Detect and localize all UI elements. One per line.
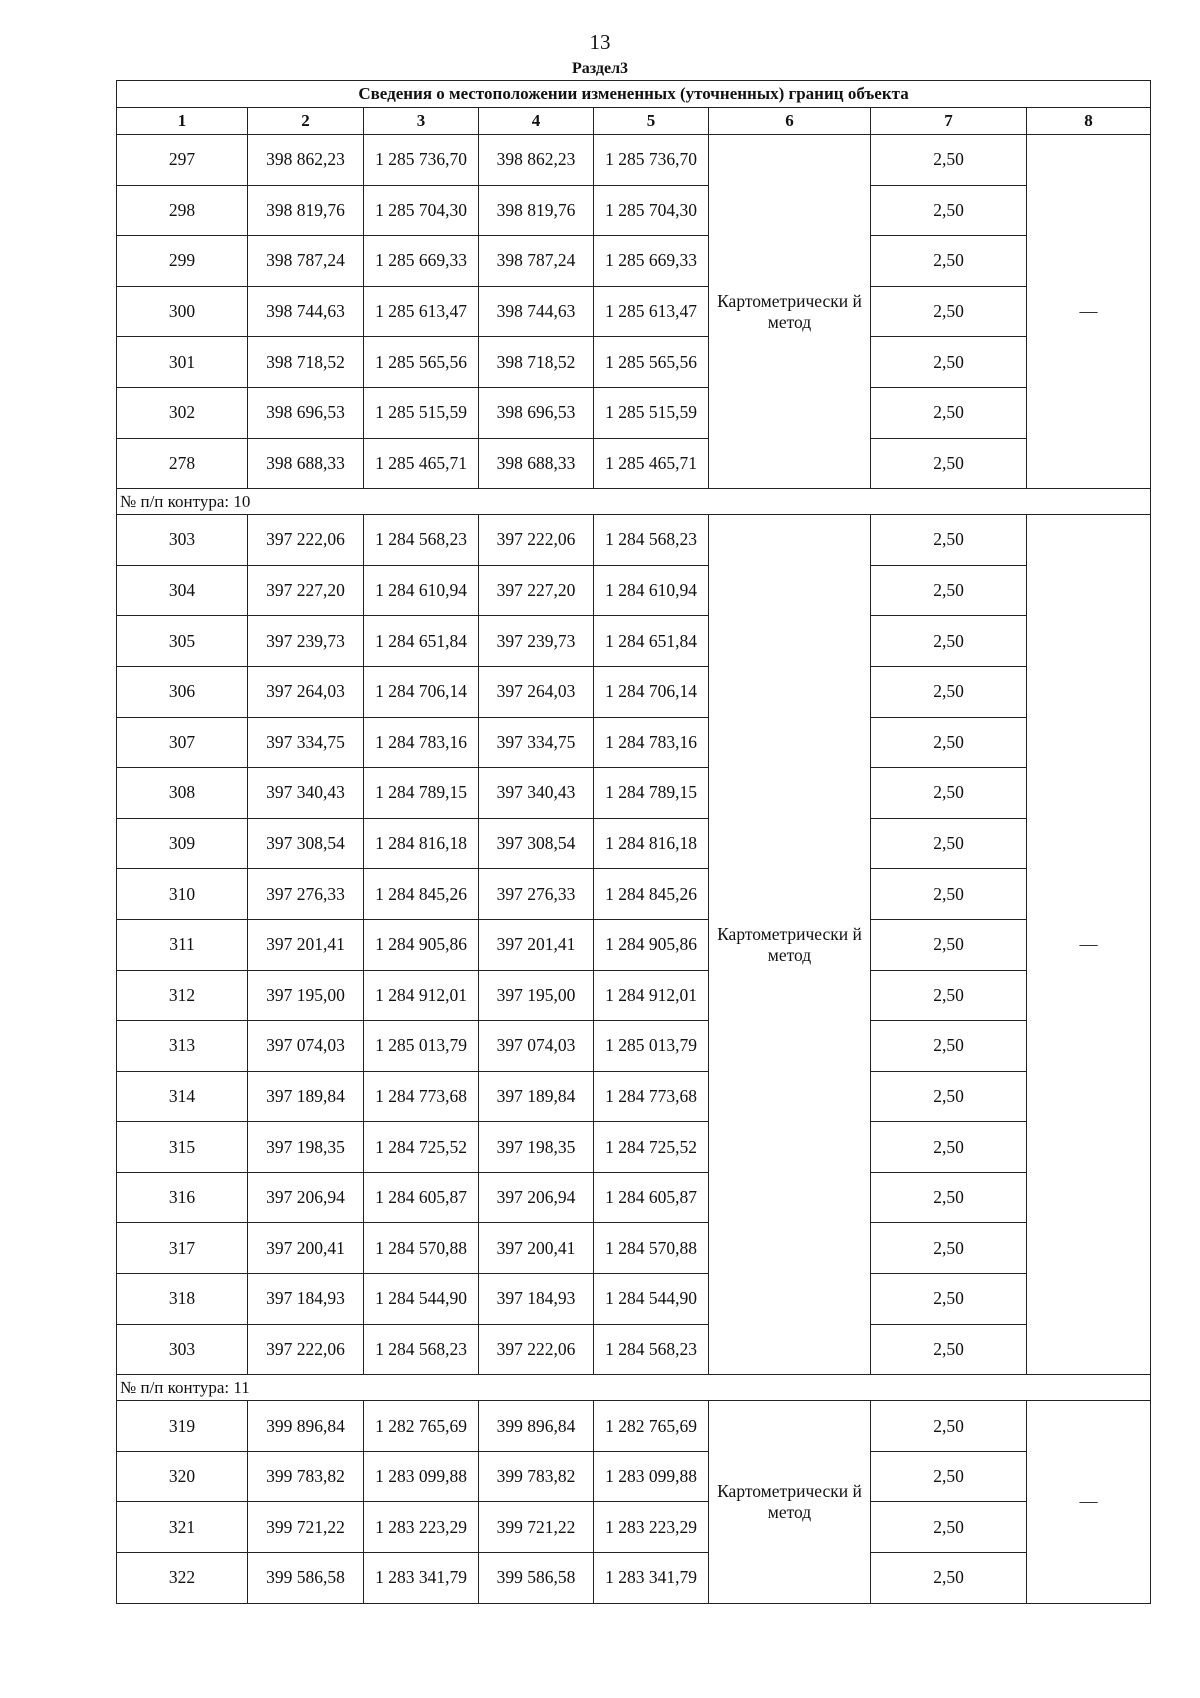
y-new-cell: 1 284 845,26 — [594, 869, 709, 920]
point-number-cell: 315 — [117, 1122, 248, 1173]
point-number-cell: 310 — [117, 869, 248, 920]
y-new-cell: 1 285 704,30 — [594, 185, 709, 236]
contour-label-row — [117, 1375, 1151, 1401]
x-new-cell: 397 222,06 — [479, 515, 594, 566]
accuracy-cell: 2,50 — [871, 1502, 1027, 1553]
x-old-cell: 397 201,41 — [248, 919, 364, 970]
x-new-cell: 397 334,75 — [479, 717, 594, 768]
point-number-cell: 304 — [117, 565, 248, 616]
x-old-cell: 398 696,53 — [248, 387, 364, 438]
method-cell: Картометрически й метод — [709, 515, 871, 1375]
y-new-cell: 1 285 736,70 — [594, 135, 709, 186]
accuracy-cell: 2,50 — [871, 515, 1027, 566]
y-old-cell: 1 284 845,26 — [364, 869, 479, 920]
x-new-cell: 397 308,54 — [479, 818, 594, 869]
y-old-cell: 1 284 544,90 — [364, 1274, 479, 1325]
y-new-cell: 1 283 099,88 — [594, 1451, 709, 1502]
point-number-cell: 298 — [117, 185, 248, 236]
x-old-cell: 399 721,22 — [248, 1502, 364, 1553]
y-new-cell: 1 285 013,79 — [594, 1021, 709, 1072]
table-row — [117, 337, 1151, 388]
y-old-cell: 1 284 568,23 — [364, 515, 479, 566]
y-new-cell: 1 284 706,14 — [594, 666, 709, 717]
x-new-cell: 397 074,03 — [479, 1021, 594, 1072]
table-row — [117, 1553, 1151, 1604]
accuracy-cell: 2,50 — [871, 717, 1027, 768]
column-number: 8 — [1027, 108, 1151, 135]
table-row — [117, 818, 1151, 869]
x-old-cell: 399 783,82 — [248, 1451, 364, 1502]
column-number: 3 — [364, 108, 479, 135]
x-new-cell: 397 276,33 — [479, 869, 594, 920]
table-row — [117, 1122, 1151, 1173]
y-old-cell: 1 284 570,88 — [364, 1223, 479, 1274]
accuracy-cell: 2,50 — [871, 438, 1027, 489]
y-old-cell: 1 282 765,69 — [364, 1401, 479, 1452]
page-number: 13 — [589, 30, 611, 54]
y-new-cell: 1 284 651,84 — [594, 616, 709, 667]
accuracy-cell: 2,50 — [871, 818, 1027, 869]
accuracy-cell: 2,50 — [871, 387, 1027, 438]
y-new-cell: 1 284 773,68 — [594, 1071, 709, 1122]
x-new-cell: 398 718,52 — [479, 337, 594, 388]
x-old-cell: 398 718,52 — [248, 337, 364, 388]
table-row — [117, 286, 1151, 337]
point-number-cell: 320 — [117, 1451, 248, 1502]
table-row — [117, 919, 1151, 970]
point-number-cell: 317 — [117, 1223, 248, 1274]
table-row — [117, 970, 1151, 1021]
y-old-cell: 1 285 736,70 — [364, 135, 479, 186]
table-row — [117, 236, 1151, 287]
accuracy-cell: 2,50 — [871, 1553, 1027, 1604]
boundary-coordinates-table — [116, 80, 1151, 1604]
y-new-cell: 1 285 669,33 — [594, 236, 709, 287]
note-cell: — — [1027, 135, 1151, 489]
table-row — [117, 1451, 1151, 1502]
point-number-cell: 316 — [117, 1172, 248, 1223]
x-old-cell: 397 074,03 — [248, 1021, 364, 1072]
x-old-cell: 397 184,93 — [248, 1274, 364, 1325]
y-new-cell: 1 285 565,56 — [594, 337, 709, 388]
accuracy-cell: 2,50 — [871, 337, 1027, 388]
table-row — [117, 1172, 1151, 1223]
y-new-cell: 1 282 765,69 — [594, 1401, 709, 1452]
y-old-cell: 1 284 725,52 — [364, 1122, 479, 1173]
table-row — [117, 869, 1151, 920]
y-old-cell: 1 284 651,84 — [364, 616, 479, 667]
accuracy-cell: 2,50 — [871, 236, 1027, 287]
point-number-cell: 313 — [117, 1021, 248, 1072]
y-old-cell: 1 284 789,15 — [364, 768, 479, 819]
y-new-cell: 1 284 605,87 — [594, 1172, 709, 1223]
x-old-cell: 399 586,58 — [248, 1553, 364, 1604]
x-old-cell: 397 239,73 — [248, 616, 364, 667]
table-row — [117, 666, 1151, 717]
column-number: 5 — [594, 108, 709, 135]
y-new-cell: 1 284 568,23 — [594, 515, 709, 566]
y-new-cell: 1 284 905,86 — [594, 919, 709, 970]
x-new-cell: 397 227,20 — [479, 565, 594, 616]
accuracy-cell: 2,50 — [871, 286, 1027, 337]
table-row — [117, 185, 1151, 236]
x-old-cell: 399 896,84 — [248, 1401, 364, 1452]
y-old-cell: 1 284 783,16 — [364, 717, 479, 768]
y-new-cell: 1 284 912,01 — [594, 970, 709, 1021]
x-old-cell: 397 200,41 — [248, 1223, 364, 1274]
y-new-cell: 1 285 465,71 — [594, 438, 709, 489]
y-old-cell: 1 284 816,18 — [364, 818, 479, 869]
x-old-cell: 398 744,63 — [248, 286, 364, 337]
point-number-cell: 278 — [117, 438, 248, 489]
contour-label: № п/п контура: 10 — [117, 489, 1151, 515]
point-number-cell: 300 — [117, 286, 248, 337]
method-cell: Картометрически й метод — [709, 1401, 871, 1603]
y-old-cell: 1 285 613,47 — [364, 286, 479, 337]
x-old-cell: 397 340,43 — [248, 768, 364, 819]
accuracy-cell: 2,50 — [871, 869, 1027, 920]
y-old-cell: 1 285 565,56 — [364, 337, 479, 388]
point-number-cell: 301 — [117, 337, 248, 388]
point-number-cell: 305 — [117, 616, 248, 667]
table-row — [117, 1502, 1151, 1553]
table-row — [117, 135, 1151, 186]
x-new-cell: 397 239,73 — [479, 616, 594, 667]
y-old-cell: 1 283 099,88 — [364, 1451, 479, 1502]
x-new-cell: 397 189,84 — [479, 1071, 594, 1122]
x-new-cell: 397 198,35 — [479, 1122, 594, 1173]
y-new-cell: 1 284 816,18 — [594, 818, 709, 869]
x-new-cell: 397 340,43 — [479, 768, 594, 819]
point-number-cell: 311 — [117, 919, 248, 970]
accuracy-cell: 2,50 — [871, 970, 1027, 1021]
accuracy-cell: 2,50 — [871, 768, 1027, 819]
y-new-cell: 1 284 568,23 — [594, 1324, 709, 1375]
accuracy-cell: 2,50 — [871, 666, 1027, 717]
x-old-cell: 398 688,33 — [248, 438, 364, 489]
table-caption-row — [117, 81, 1151, 108]
x-old-cell: 397 189,84 — [248, 1071, 364, 1122]
x-new-cell: 398 696,53 — [479, 387, 594, 438]
x-new-cell: 398 787,24 — [479, 236, 594, 287]
y-new-cell: 1 284 570,88 — [594, 1223, 709, 1274]
x-new-cell: 398 819,76 — [479, 185, 594, 236]
table-row — [117, 768, 1151, 819]
y-old-cell: 1 284 605,87 — [364, 1172, 479, 1223]
x-new-cell: 399 586,58 — [479, 1553, 594, 1604]
x-old-cell: 397 227,20 — [248, 565, 364, 616]
x-new-cell: 397 222,06 — [479, 1324, 594, 1375]
y-old-cell: 1 284 912,01 — [364, 970, 479, 1021]
y-old-cell: 1 285 465,71 — [364, 438, 479, 489]
accuracy-cell: 2,50 — [871, 1451, 1027, 1502]
y-old-cell: 1 285 515,59 — [364, 387, 479, 438]
x-old-cell: 397 222,06 — [248, 1324, 364, 1375]
y-new-cell: 1 284 725,52 — [594, 1122, 709, 1173]
point-number-cell: 306 — [117, 666, 248, 717]
accuracy-cell: 2,50 — [871, 919, 1027, 970]
point-number-cell: 299 — [117, 236, 248, 287]
column-number: 7 — [871, 108, 1027, 135]
accuracy-cell: 2,50 — [871, 1223, 1027, 1274]
contour-label-row — [117, 489, 1151, 515]
y-old-cell: 1 284 773,68 — [364, 1071, 479, 1122]
table-row — [117, 1071, 1151, 1122]
table-body — [117, 135, 1151, 1604]
x-old-cell: 397 276,33 — [248, 869, 364, 920]
point-number-cell: 308 — [117, 768, 248, 819]
note-cell: — — [1027, 1401, 1151, 1603]
table-row — [117, 1274, 1151, 1325]
y-old-cell: 1 283 341,79 — [364, 1553, 479, 1604]
y-old-cell: 1 284 706,14 — [364, 666, 479, 717]
accuracy-cell: 2,50 — [871, 1324, 1027, 1375]
column-number: 2 — [248, 108, 364, 135]
y-new-cell: 1 285 613,47 — [594, 286, 709, 337]
x-old-cell: 398 862,23 — [248, 135, 364, 186]
y-old-cell: 1 284 568,23 — [364, 1324, 479, 1375]
accuracy-cell: 2,50 — [871, 565, 1027, 616]
x-new-cell: 398 862,23 — [479, 135, 594, 186]
point-number-cell: 318 — [117, 1274, 248, 1325]
x-old-cell: 398 787,24 — [248, 236, 364, 287]
point-number-cell: 319 — [117, 1401, 248, 1452]
y-new-cell: 1 285 515,59 — [594, 387, 709, 438]
y-old-cell: 1 284 905,86 — [364, 919, 479, 970]
y-old-cell: 1 285 704,30 — [364, 185, 479, 236]
point-number-cell: 297 — [117, 135, 248, 186]
point-number-cell: 321 — [117, 1502, 248, 1553]
y-new-cell: 1 283 341,79 — [594, 1553, 709, 1604]
x-old-cell: 397 222,06 — [248, 515, 364, 566]
y-new-cell: 1 284 789,15 — [594, 768, 709, 819]
table-row — [117, 565, 1151, 616]
x-new-cell: 397 195,00 — [479, 970, 594, 1021]
point-number-cell: 303 — [117, 515, 248, 566]
point-number-cell: 303 — [117, 1324, 248, 1375]
accuracy-cell: 2,50 — [871, 616, 1027, 667]
x-new-cell: 398 688,33 — [479, 438, 594, 489]
y-old-cell: 1 284 610,94 — [364, 565, 479, 616]
x-new-cell: 398 744,63 — [479, 286, 594, 337]
table-row — [117, 438, 1151, 489]
point-number-cell: 312 — [117, 970, 248, 1021]
table-row — [117, 1324, 1151, 1375]
x-old-cell: 397 206,94 — [248, 1172, 364, 1223]
x-new-cell: 397 184,93 — [479, 1274, 594, 1325]
accuracy-cell: 2,50 — [871, 185, 1027, 236]
y-old-cell: 1 285 013,79 — [364, 1021, 479, 1072]
accuracy-cell: 2,50 — [871, 1071, 1027, 1122]
y-old-cell: 1 283 223,29 — [364, 1502, 479, 1553]
x-old-cell: 397 308,54 — [248, 818, 364, 869]
method-cell: Картометрически й метод — [709, 135, 871, 489]
table-caption: Сведения о местоположении измененных (уточненных) границ объекта — [117, 81, 1151, 108]
table-row — [117, 1223, 1151, 1274]
x-new-cell: 399 896,84 — [479, 1401, 594, 1452]
table-row — [117, 1021, 1151, 1072]
table-row — [117, 616, 1151, 667]
column-number: 1 — [117, 108, 248, 135]
point-number-cell: 322 — [117, 1553, 248, 1604]
column-number: 4 — [479, 108, 594, 135]
x-new-cell: 397 200,41 — [479, 1223, 594, 1274]
x-new-cell: 399 721,22 — [479, 1502, 594, 1553]
column-number: 6 — [709, 108, 871, 135]
accuracy-cell: 2,50 — [871, 1401, 1027, 1452]
accuracy-cell: 2,50 — [871, 135, 1027, 186]
section-title: Раздел3 — [571, 60, 629, 77]
point-number-cell: 302 — [117, 387, 248, 438]
note-cell: — — [1027, 515, 1151, 1375]
point-number-cell: 309 — [117, 818, 248, 869]
y-new-cell: 1 283 223,29 — [594, 1502, 709, 1553]
x-old-cell: 397 198,35 — [248, 1122, 364, 1173]
column-number-row — [117, 108, 1151, 135]
x-new-cell: 397 201,41 — [479, 919, 594, 970]
table-row — [117, 515, 1151, 566]
x-old-cell: 397 195,00 — [248, 970, 364, 1021]
x-old-cell: 397 264,03 — [248, 666, 364, 717]
accuracy-cell: 2,50 — [871, 1274, 1027, 1325]
table-row — [117, 1401, 1151, 1452]
x-new-cell: 397 264,03 — [479, 666, 594, 717]
y-new-cell: 1 284 610,94 — [594, 565, 709, 616]
accuracy-cell: 2,50 — [871, 1122, 1027, 1173]
table-row — [117, 387, 1151, 438]
y-new-cell: 1 284 783,16 — [594, 717, 709, 768]
table-row — [117, 717, 1151, 768]
accuracy-cell: 2,50 — [871, 1172, 1027, 1223]
accuracy-cell: 2,50 — [871, 1021, 1027, 1072]
contour-label: № п/п контура: 11 — [117, 1375, 1151, 1401]
x-old-cell: 397 334,75 — [248, 717, 364, 768]
x-new-cell: 399 783,82 — [479, 1451, 594, 1502]
point-number-cell: 314 — [117, 1071, 248, 1122]
x-new-cell: 397 206,94 — [479, 1172, 594, 1223]
point-number-cell: 307 — [117, 717, 248, 768]
y-new-cell: 1 284 544,90 — [594, 1274, 709, 1325]
y-old-cell: 1 285 669,33 — [364, 236, 479, 287]
x-old-cell: 398 819,76 — [248, 185, 364, 236]
